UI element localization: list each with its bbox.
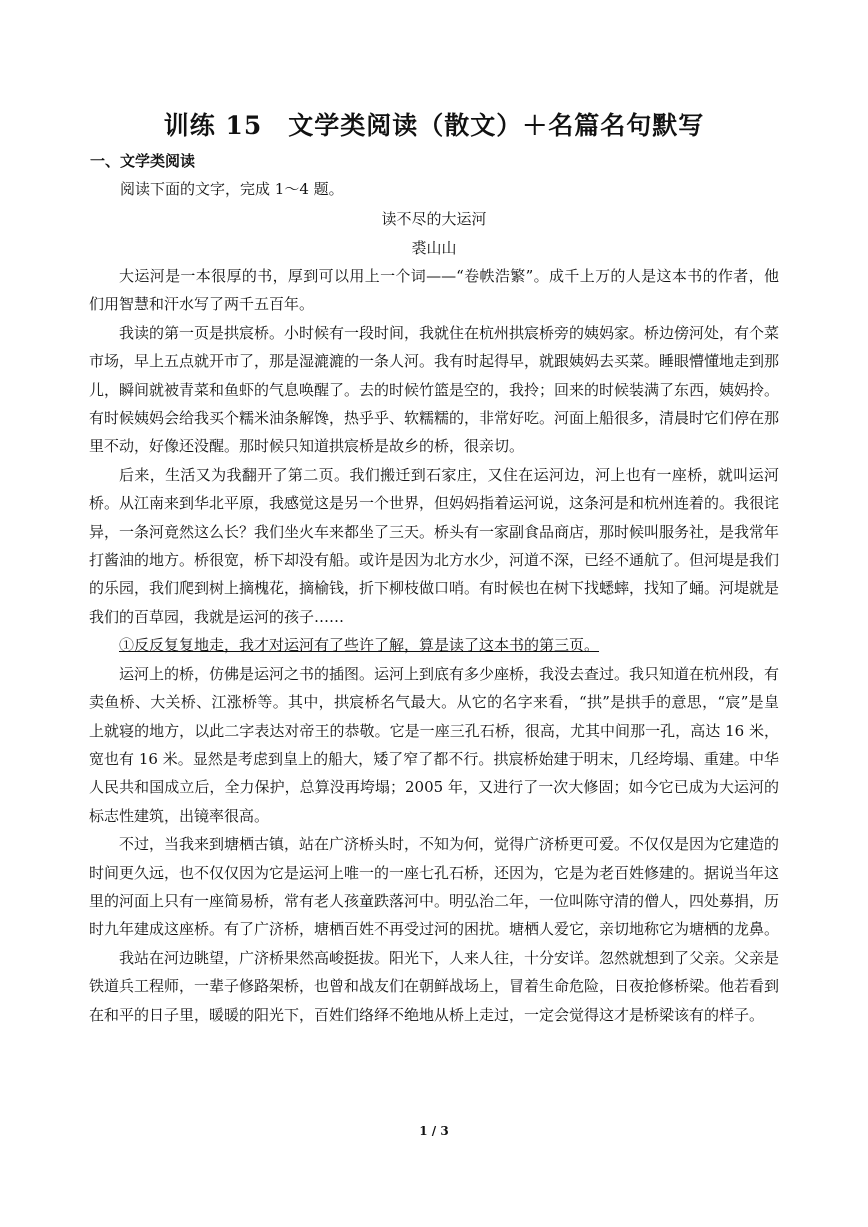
article-title: 读不尽的大运河 bbox=[381, 210, 487, 228]
article-author: 裘山山 bbox=[411, 239, 457, 257]
paragraph: 大运河是一本很厚的书，厚到可以用上一个词——“卷帙浩繁”。成千上万的人是这本书的作者，他们用智慧和汗水写了两千五百年。 bbox=[89, 267, 779, 314]
page-title: 训练 15 文学类阅读（散文）＋名篇名句默写 bbox=[163, 111, 705, 140]
page-number: 1 / 3 bbox=[419, 1124, 449, 1138]
underlined-sentence bbox=[89, 631, 779, 659]
paragraph: 我读的第一页是拱宸桥。小时候有一段时间，我就住在杭州拱宸桥旁的姨妈家。桥边傍河处，有个菜市场，早上五点就开市了，那是湿漉漉的一条人河。我有时起得早，就跟姨妈去买菜。睡眼懵懂地走到那儿，瞬间就被青菜和鱼虾的气息唤醒了。去的时候竹篮是空的，我拎；回来的时候装满了东西，姨妈拎。有时候姨妈会给我买个糯米油条解馋，热乎乎、软糯糯的，非常好吃。河面上船很多，清晨时它们停在那里不动，好像还没醒。那时候只知道拱宸桥是故乡的桥，很亲切。 bbox=[89, 323, 780, 456]
paragraph: 我站在河边眺望，广济桥果然高峻挺拔。阳光下，人来人往，十分安详。忽然就想到了父亲。父亲是铁道兵工程师，一辈子修路架桥，也曾和战友们在朝鲜战场上，冒着生命危险，日夜抢修桥梁。他若看到在和平的日子里，暖暖的阳光下，百姓们络绎不绝地从桥上走过，一定会觉得这才是桥梁该有的样子。 bbox=[89, 948, 780, 1024]
underlined-sentence-text: ①反反复复地走，我才对运河有了些许了解，算是读了这本书的第三页。 bbox=[119, 636, 600, 655]
paragraph: 后来，生活又为我翻开了第二页。我们搬迁到石家庄，又住在运河边，河上也有一座桥，就叫运河桥。从江南来到华北平原，我感觉这是另一个世界，但妈妈指着运河说，这条河是和杭州连着的。我很诧异，一条河竟然这么长？我们坐火车来都坐了三天。桥头有一家副食品商店，那时候叫服务社，是我常年打酱油的地方。桥很宽，桥下却没有船。或许是因为北方水少，河道不深，已经不通航了。但河堤是我们的乐园，我们爬到树上摘槐花，摘榆钱，折下柳枝做口哨。有时候也在树下找蟋蟀，找知了蛹。河堤就是我们的百草园，我就是运河的孩子…… bbox=[89, 465, 780, 626]
paragraph: 运河上的桥，仿佛是运河之书的插图。运河上到底有多少座桥，我没去查过。我只知道在杭州段，有卖鱼桥、大关桥、江涨桥等。其中，拱宸桥名气最大。从它的名字来看，“拱”是拱手的意思，“宸”是皇上就寝的地方，以此二字表达对帝王的恭敬。它是一座三孔石桥，很高，尤其中间那一孔，高达 16 米，宽也有 16 米。显然是考虑到皇上的船大，矮了窄了都不行。拱宸桥始建于明末，几经垮塌、重建。中华人民共和国成立后，全力保护，总算没再垮塌；2005 年，又进行了一次大修固；如今它已成为大运河的标志性建筑，出镜率很高。 bbox=[89, 664, 780, 825]
instruction-text: 阅读下面的文字，完成 1～4 题。 bbox=[120, 180, 344, 198]
article-body bbox=[89, 262, 779, 1029]
section-heading: 一、文学类阅读 bbox=[90, 152, 196, 170]
paragraph: 不过，当我来到塘栖古镇，站在广济桥头时，不知为何，觉得广济桥更可爱。不仅仅是因为它建造的时间更久远，也不仅仅因为它是运河上唯一的一座七孔石桥，还因为，它是为老百姓修建的。据说当年这里的河面上只有一座简易桥，常有老人孩童跌落河中。明弘治二年，一位叫陈守清的僧人，四处募捐，历时九年建成这座桥。有了广济桥，塘栖百姓不再受过河的困扰。塘栖人爱它，亲切地称它为塘栖的龙鼻。 bbox=[89, 835, 780, 939]
